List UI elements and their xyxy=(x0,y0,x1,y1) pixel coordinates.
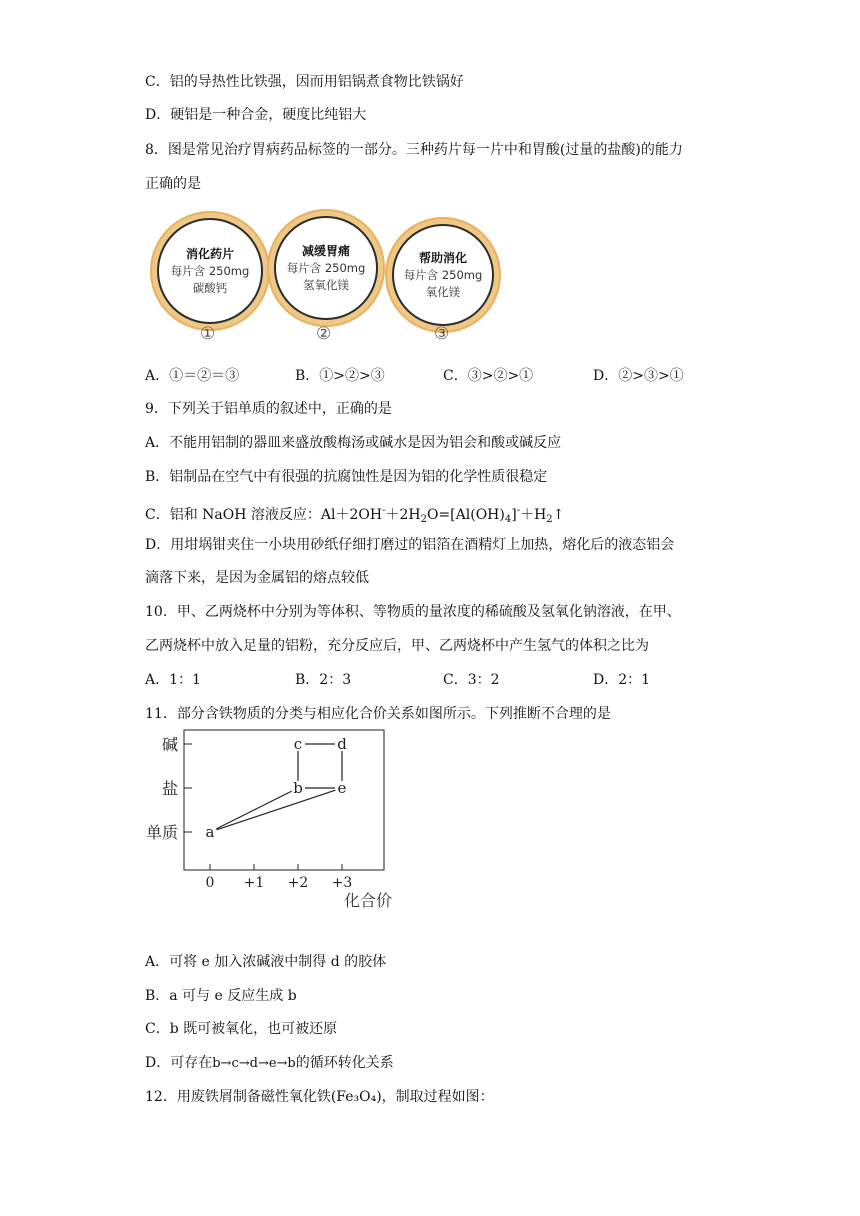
q8-option-d: D．②>③>① xyxy=(593,368,684,384)
y-tick-label: 单质 xyxy=(145,823,178,842)
pill-2-dose: 每片含 250mg xyxy=(286,260,366,275)
pill-2-title: 减缓胃痛 xyxy=(301,243,350,258)
pill-3-substance: 氧化镁 xyxy=(425,284,461,299)
q9-option-b: B．铝制品在空气中有很强的抗腐蚀性是因为铝的化学性质很稳定 xyxy=(145,469,548,485)
point-d: d xyxy=(337,735,347,753)
q9-stem: 9．下列关于铝单质的叙述中，正确的是 xyxy=(145,401,392,417)
point-c: c xyxy=(293,735,303,753)
pill-3-dose: 每片含 250mg xyxy=(403,267,483,282)
q8-stem-line2: 正确的是 xyxy=(145,176,201,192)
pill-1-substance: 碳酸钙 xyxy=(192,280,228,295)
q9-option-d-line1: D．用坩埚钳夹住一小块用砂纸仔细打磨过的铝箔在酒精灯上加热，熔化后的液态铝会 xyxy=(145,537,675,553)
q11-option-d: D．可存在b→c→d→e→b的循环转化关系 xyxy=(145,1055,394,1071)
y-tick-label: 碱 xyxy=(161,735,178,754)
q8-option-a: A．①＝②＝③ xyxy=(145,368,240,384)
pill-1-number: ① xyxy=(200,324,216,344)
q10-options xyxy=(145,670,745,690)
pill-2-substance: 氢氧化镁 xyxy=(303,277,349,292)
edge-a-b xyxy=(216,791,291,829)
point-e: e xyxy=(337,779,347,797)
q9-option-a: A．不能用铝制的器皿来盛放酸梅汤或碱水是因为铝会和酸或碱反应 xyxy=(145,435,562,451)
q11-option-b: B．a 可与 e 反应生成 b xyxy=(145,988,297,1004)
q10-stem-line2: 乙两烧杯中放入足量的铝粉，充分反应后，甲、乙两烧杯中产生氢气的体积之比为 xyxy=(145,638,649,654)
point-b: b xyxy=(293,779,303,797)
point-a: a xyxy=(205,823,215,841)
edge-a-e xyxy=(217,790,336,830)
iron-valence-diagram xyxy=(140,724,410,919)
q10-option-a: A．1：1 xyxy=(145,672,201,688)
q11-option-c: C．b 既可被氧化，也可被还原 xyxy=(145,1021,338,1037)
q11-option-a: A．可将 e 加入浓碱液中制得 d 的胶体 xyxy=(145,954,387,970)
x-tick-label: +1 xyxy=(243,875,265,891)
q10-stem-line1: 10．甲、乙两烧杯中分别为等体积、等物质的量浓度的稀硫酸及氢氧化钠溶液，在甲、 xyxy=(145,604,681,620)
cycle-chain: b→c→d→e→b xyxy=(212,1056,296,1071)
q7-option-c: C．铝的导热性比铁强，因而用铝锅煮食物比铁锅好 xyxy=(145,74,464,90)
pill-1 xyxy=(157,218,263,324)
q10-option-d: D．2：1 xyxy=(593,672,651,688)
chart-frame xyxy=(184,730,384,870)
pill-3-title: 帮助消化 xyxy=(418,250,467,265)
q8-options xyxy=(145,366,745,386)
q9-option-d-line2: 滴落下来，是因为金属铝的熔点较低 xyxy=(145,570,369,586)
q10-option-b: B．2：3 xyxy=(295,672,352,688)
q12-stem: 12．用废铁屑制备磁性氧化铁(Fe₃O₄)，制取过程如图： xyxy=(145,1089,494,1105)
pill-2 xyxy=(274,216,378,320)
q10-option-c: C．3：2 xyxy=(443,672,500,688)
y-tick-label: 盐 xyxy=(161,779,178,798)
pill-1-title: 消化药片 xyxy=(185,246,234,261)
pill-2-number: ② xyxy=(316,324,332,344)
q7-option-d: D．硬铝是一种合金，硬度比纯铝大 xyxy=(145,107,367,123)
q9-option-c: C．铝和 NaOH 溶液反应：$Al+2OH^-+2H_2O=[Al(OH)_4]^-+H_2↑$ xyxy=(145,505,565,525)
q8-option-b: B．①>②>③ xyxy=(295,368,385,384)
x-axis-label: 化合价 xyxy=(343,891,393,910)
x-tick-label: +3 xyxy=(331,875,353,891)
pill-3 xyxy=(392,224,494,326)
pill-1-dose: 每片含 250mg xyxy=(170,263,250,278)
q8-stem-line1: 8．图是常见治疗胃病药品标签的一部分。三种药片每一片中和胃酸(过量的盐酸)的能力 xyxy=(145,142,683,158)
x-tick-label: 0 xyxy=(205,875,215,891)
q11-stem: 11．部分含铁物质的分类与相应化合价关系如图所示。下列推断不合理的是 xyxy=(145,706,611,722)
q8-option-c: C．③>②>① xyxy=(443,368,534,384)
pill-3-number: ③ xyxy=(434,324,450,344)
x-tick-label: +2 xyxy=(287,875,309,891)
